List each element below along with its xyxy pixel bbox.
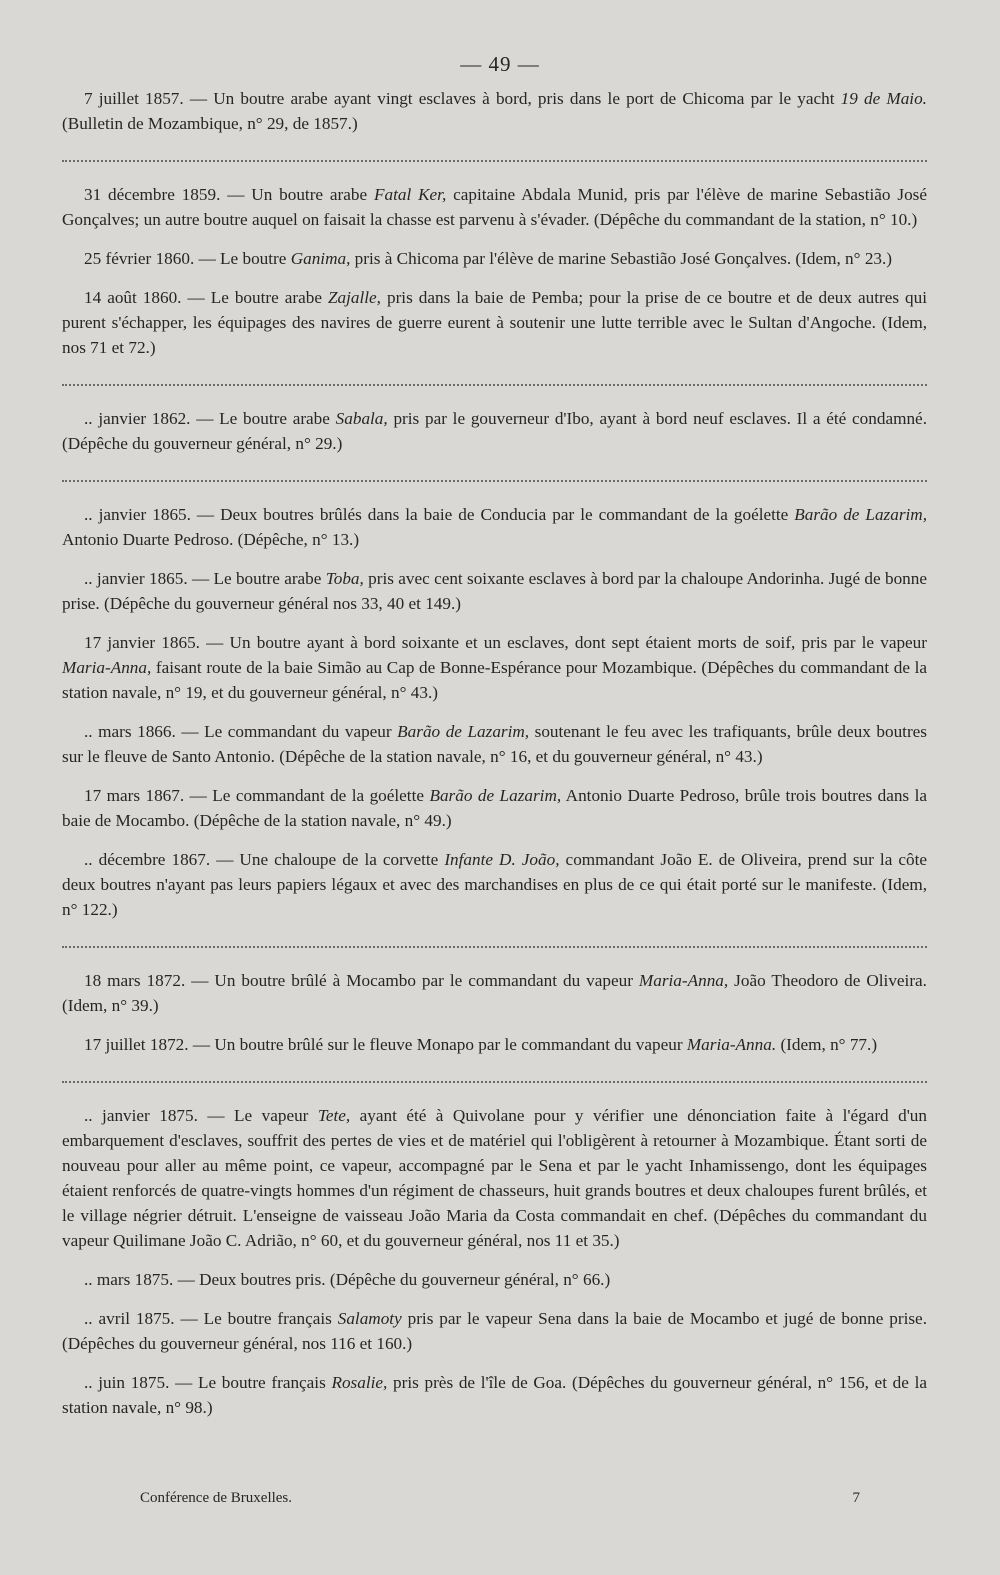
- footer-signature-number: 7: [852, 1490, 860, 1506]
- entry: 17 mars 1867. — Le commandant de la goélette Barão de Lazarim, Antonio Duarte Pedroso, brûle trois boutres dans la baie de Mocambo. (Dépêche de la station navale, n° 49.): [62, 786, 927, 830]
- entry: 14 août 1860. — Le boutre arabe Zajalle, pris dans la baie de Pemba; pour la prise de ce boutre et de deux autres qui purent s'échapper, les équipages des navires de guerre eurent à soutenir une lutte terrible avec le Sultan d'Angoche. (Idem, nos 71 et 72.): [62, 288, 927, 357]
- entry: .. janvier 1865. — Le boutre arabe Toba, pris avec cent soixante esclaves à bord par la chaloupe Andorinha. Jugé de bonne prise. (Dépêche du gouverneur général nos 33, 40 et 149.): [62, 569, 927, 613]
- entry: .. janvier 1862. — Le boutre arabe Sabala, pris par le gouverneur d'Ibo, ayant à bord neuf esclaves. Il a été condamné. (Dépêche du gouverneur général, n° 29.): [62, 409, 927, 453]
- entry: 25 février 1860. — Le boutre Ganima, pris à Chicoma par l'élève de marine Sebastião José Gonçalves. (Idem, n° 23.): [84, 249, 893, 268]
- dotted-separator: [62, 470, 927, 482]
- page-footer: [140, 1490, 860, 1507]
- entry: .. juin 1875. — Le boutre français Rosalie, pris près de l'île de Goa. (Dépêches du gouverneur général, n° 156, et de la station navale, n° 98.): [62, 1373, 927, 1417]
- footer-title: Conférence de Bruxelles.: [140, 1490, 293, 1506]
- entry: .. mars 1866. — Le commandant du vapeur Barão de Lazarim, soutenant le feu avec les trafiquants, brûle deux boutres sur le fleuve de Santo Antonio. (Dépêche de la station navale, n° 16, et du gouverneur général, n° 43.): [62, 722, 927, 766]
- entry: 18 mars 1872. — Un boutre brûlé à Mocambo par le commandant du vapeur Maria-Anna, João Theodoro de Oliveira. (Idem, n° 39.): [62, 971, 927, 1015]
- document-body: [62, 86, 927, 1434]
- entry: 17 juillet 1872. — Un boutre brûlé sur le fleuve Monapo par le commandant du vapeur Maria-Anna. (Idem, n° 77.): [84, 1035, 878, 1054]
- entry: 17 janvier 1865. — Un boutre ayant à bord soixante et un esclaves, dont sept étaient morts de soif, pris par le vapeur Maria-Anna, faisant route de la baie Simão au Cap de Bonne-Espérance pour Mozambique. (Dépêches du commandant de la station navale, n° 19, et du gouverneur général, n° 43.): [62, 633, 927, 702]
- dotted-separator: [62, 1071, 927, 1083]
- dotted-separator: [62, 374, 927, 386]
- entry: .. janvier 1865. — Deux boutres brûlés dans la baie de Conducia par le commandant de la goélette Barão de Lazarim, Antonio Duarte Pedroso. (Dépêche, n° 13.): [62, 505, 927, 549]
- dotted-separator: [62, 150, 927, 162]
- page-number: — 49 —: [460, 52, 540, 76]
- entry: .. avril 1875. — Le boutre français Salamoty pris par le vapeur Sena dans la baie de Mocambo et jugé de bonne prise. (Dépêches du gouverneur général, nos 116 et 160.): [62, 1309, 927, 1353]
- entry: .. décembre 1867. — Une chaloupe de la corvette Infante D. João, commandant João E. de Oliveira, prend sur la côte deux boutres n'ayant pas leurs papiers légaux et avec des marchandises en plus de ce qui était porté sur le manifeste. (Idem, n° 122.): [62, 850, 927, 919]
- dotted-separator: [62, 936, 927, 948]
- entry: 7 juillet 1857. — Un boutre arabe ayant vingt esclaves à bord, pris dans le port de Chicoma par le yacht 19 de Maio. (Bulletin de Mozambique, n° 29, de 1857.): [62, 89, 927, 133]
- entry: .. mars 1875. — Deux boutres pris. (Dépêche du gouverneur général, n° 66.): [84, 1270, 611, 1289]
- entry: .. janvier 1875. — Le vapeur Tete, ayant été à Quivolane pour y vérifier une dénonciation faite à l'égard d'un embarquement d'esclaves, souffrit des pertes de vies et de matériel qui l'obligèrent à retourner à Mozambique. Étant sorti de nouveau pour aller au même point, ce vapeur, accompagné par le Sena et par le yacht Inhamissengo, dont les équipages étaient renforcés de quatre-vingts hommes d'un régiment de chasseurs, huit grands boutres et deux chaloupes furent brûlés, et le village négrier détruit. L'enseigne de vaisseau João Maria da Costa commandait en chef. (Dépêches du commandant du vapeur Quilimane João C. Adrião, n° 60, et du gouverneur général, nos 11 et 35.): [62, 1106, 927, 1250]
- entry: 31 décembre 1859. — Un boutre arabe Fatal Ker, capitaine Abdala Munid, pris par l'élève de marine Sebastião José Gonçalves; un autre boutre auquel on faisait la chasse est parvenu à s'évader. (Dépêche du commandant de la station, n° 10.): [62, 185, 927, 229]
